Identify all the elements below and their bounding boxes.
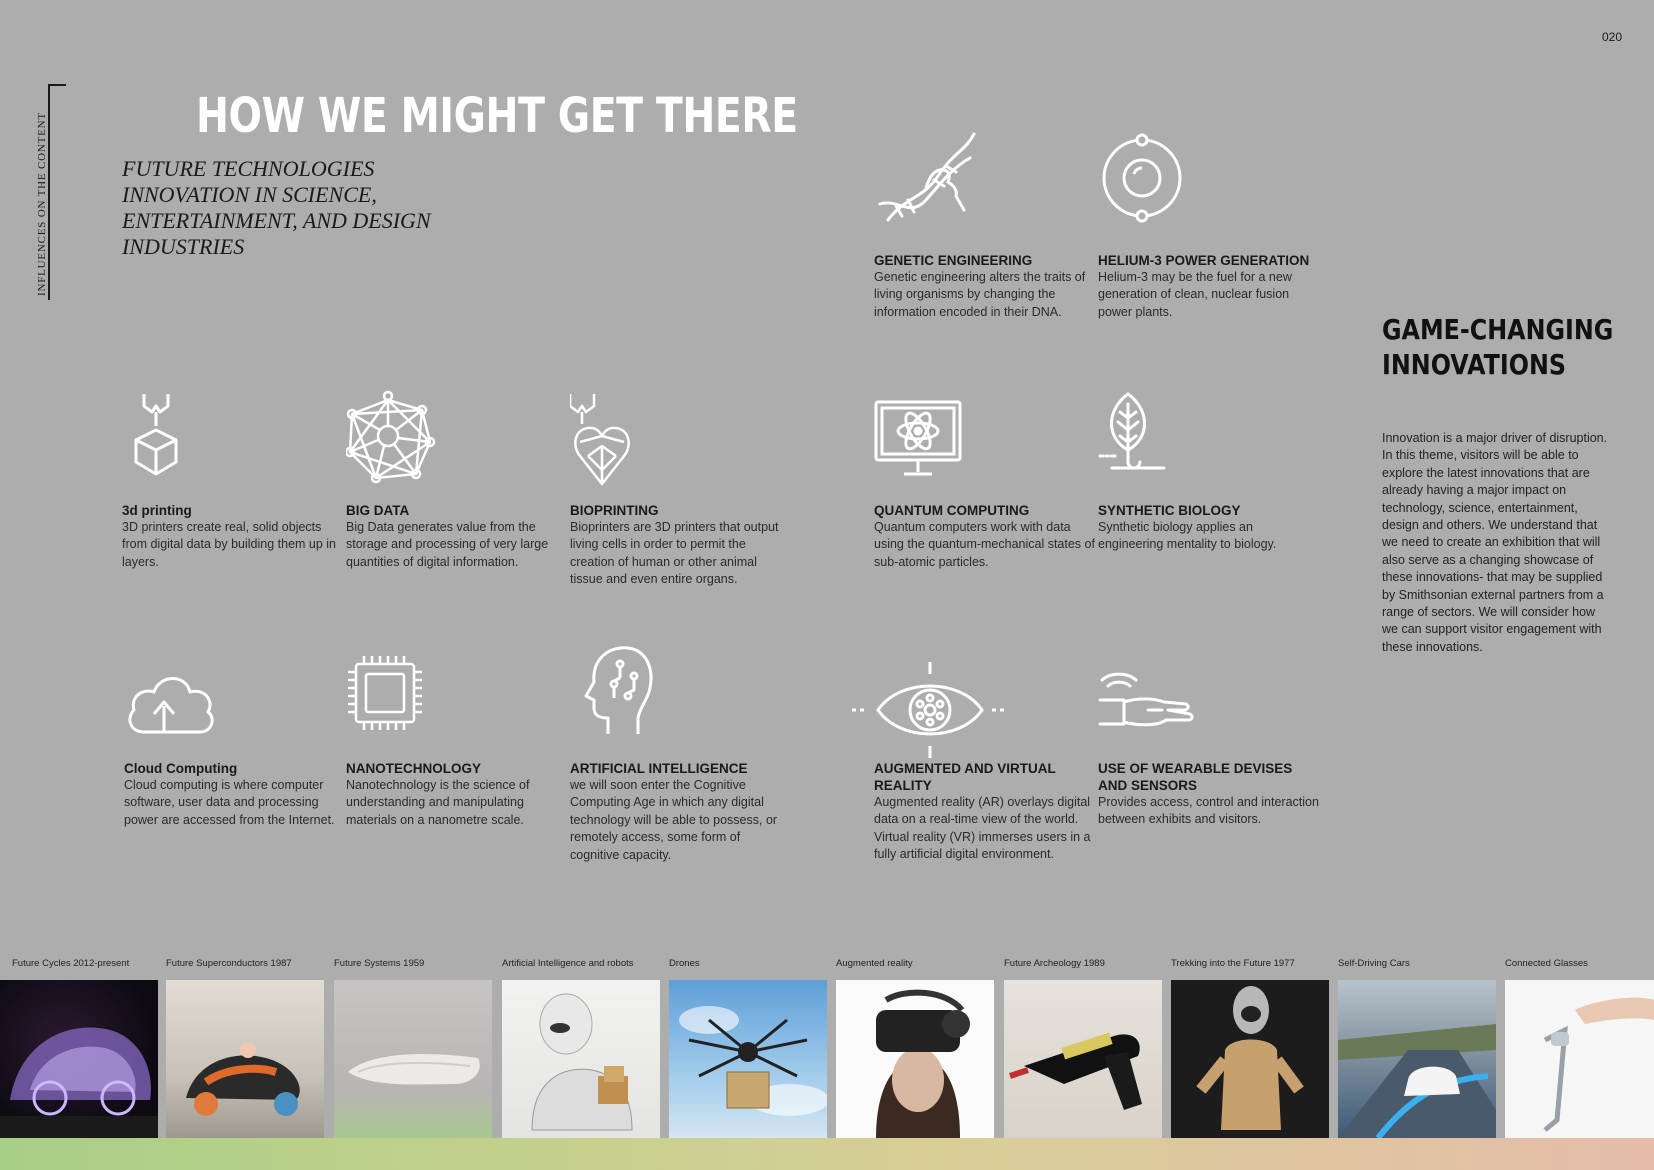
strip-item	[502, 958, 660, 980]
spacesuit-photo	[1171, 980, 1329, 1138]
atom-monitor-icon	[874, 390, 984, 490]
tech-description: we will soon enter the Cognitive Computing Age in which any digital technology will be able to possess, or remotely access, some form of cognitive capacity.	[570, 778, 778, 862]
tech-title: ARTIFICIAL INTELLIGENCE	[570, 761, 748, 776]
strip-item	[0, 958, 158, 980]
strip-caption: Connected Glasses	[1505, 958, 1588, 969]
cloud-upload-icon	[124, 648, 234, 748]
page-title: HOW WE MIGHT GET THERE	[196, 88, 798, 144]
printer-cube-icon	[122, 390, 232, 490]
tech-title-line-2: REALITY	[874, 778, 932, 793]
tech-description: Nanotechnology is the science of understanding and manipulating materials on a nanometre scale.	[346, 778, 530, 827]
drone-photo	[669, 980, 827, 1138]
tech-description: Quantum computers work with data using the quantum-mechanical states of sub-atomic particles.	[874, 520, 1095, 569]
heading-line: GAME-CHANGING	[1382, 313, 1614, 346]
tech-title: AUGMENTED AND VIRTUAL	[874, 761, 1056, 776]
strip-item	[1171, 958, 1329, 980]
network-icon	[346, 390, 456, 490]
tech-description: Synthetic biology applies an engineering mentality to biology.	[1098, 520, 1277, 552]
subtitle-line: INNOVATION IN SCIENCE,	[122, 182, 377, 207]
strip-caption: Future Archeology 1989	[1004, 958, 1105, 969]
tech-title: BIOPRINTING	[570, 503, 659, 518]
tech-description: Provides access, control and interaction between exhibits and visitors.	[1098, 795, 1319, 827]
chip-icon	[346, 648, 456, 748]
strip-item	[836, 958, 994, 980]
glasses-photo	[1505, 980, 1654, 1138]
side-rule	[48, 86, 50, 300]
tech-title: Cloud Computing	[124, 761, 238, 776]
game-changing-body: Innovation is a major driver of disruption. In this theme, visitors will be able to explore the latest innovations that are already having a major impact on technology, science, entertainment, design and others. We understand that we need to create an exhibition that will also serve as a changing showcase of these innovations- that may be supplied by Smithsonian external partners from a range of sectors. We will consider how we can support visitor engagement with these innovations.	[1382, 431, 1608, 654]
hand-sensor-icon	[1098, 660, 1208, 760]
game-changing-heading	[1382, 312, 1613, 382]
vr-headset-photo	[836, 980, 994, 1138]
page-subtitle	[122, 156, 542, 260]
subtitle-line: FUTURE TECHNOLOGIES	[122, 156, 375, 181]
strip-item	[1004, 958, 1162, 980]
tech-title: BIG DATA	[346, 503, 410, 518]
strip-caption: Future Cycles 2012-present	[12, 958, 130, 969]
vehicle-photo	[166, 980, 324, 1138]
self-driving-car-photo	[1338, 980, 1496, 1138]
tech-title: SYNTHETIC BIOLOGY	[1098, 503, 1241, 518]
section-side-label	[0, 46, 86, 296]
strip-item	[166, 958, 324, 980]
shoe-sole-photo	[334, 980, 492, 1138]
tech-description: Bioprinters are 3D printers that output living cells in order to permit the creation of human or other animal tissue and even entire organs.	[570, 520, 779, 587]
bottom-color-band	[0, 1138, 1654, 1170]
raygun-photo	[1004, 980, 1162, 1138]
tech-title: NANOTECHNOLOGY	[346, 761, 481, 776]
robot-photo	[502, 980, 660, 1138]
side-rule-tick	[48, 84, 66, 86]
tech-description: Big Data generates value from the storage and processing of very large quantities of digital information.	[346, 520, 549, 569]
tech-description: Helium-3 may be the fuel for a new generation of clean, nuclear fusion power plants.	[1098, 270, 1292, 319]
side-label-text: INFLUENCES ON THE CONTENT	[36, 112, 48, 296]
tech-title: HELIUM-3 POWER GENERATION	[1098, 253, 1310, 268]
subtitle-line: ENTERTAINMENT, AND DESIGN	[122, 208, 431, 233]
strip-caption: Drones	[669, 958, 700, 969]
tech-description: Genetic engineering alters the traits of living organisms by changing the information encoded in their DNA.	[874, 270, 1086, 319]
tech-title-line-2: AND SENSORS	[1098, 778, 1198, 793]
page-number: 020	[1601, 30, 1622, 44]
strip-caption: Trekking into the Future 1977	[1171, 958, 1295, 969]
leaf-icon	[1098, 390, 1208, 490]
strip-caption: Future Superconductors 1987	[166, 958, 292, 969]
brain-head-icon	[570, 638, 680, 738]
tech-title: USE OF WEARABLE DEVISES	[1098, 761, 1293, 776]
bioprint-heart-icon	[570, 390, 680, 490]
tech-description: 3D printers create real, solid objects from digital data by building them up in layers.	[122, 520, 337, 569]
strip-item	[334, 958, 492, 980]
strip-item	[1505, 958, 1654, 980]
tech-title: QUANTUM COMPUTING	[874, 503, 1030, 518]
strip-caption: Artificial Intelligence and robots	[502, 958, 634, 969]
tech-description: Augmented reality (AR) overlays digital data on a real-time view of the world. Virtual reality (VR) immerses users in a fully artificial digital environment.	[874, 795, 1091, 862]
strip-item	[669, 958, 827, 980]
eye-icon	[850, 660, 1010, 760]
strip-item	[1338, 958, 1496, 980]
strip-caption: Augmented reality	[836, 958, 913, 969]
strip-caption: Future Systems 1959	[334, 958, 425, 969]
orbit-icon	[1098, 128, 1208, 228]
tech-title: GENETIC ENGINEERING	[874, 253, 1033, 268]
tech-description: Cloud computing is where computer software, user data and processing power are accessed from the Internet.	[124, 778, 335, 827]
subtitle-line: INDUSTRIES	[122, 234, 245, 259]
heading-line: INNOVATIONS	[1382, 348, 1567, 381]
strip-caption: Self-Driving Cars	[1338, 958, 1410, 969]
car-photo	[0, 980, 158, 1138]
tech-title: 3d printing	[122, 503, 192, 518]
dna-icon	[874, 128, 984, 228]
